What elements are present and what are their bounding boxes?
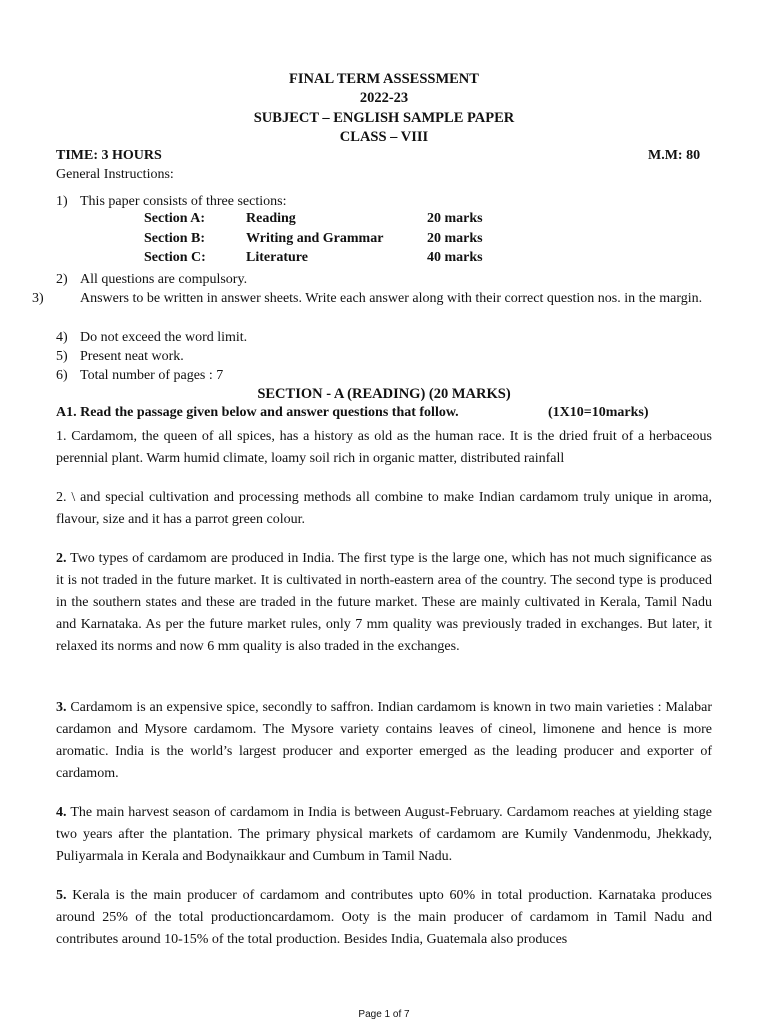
time-label: TIME: 3 HOURS [56, 148, 162, 163]
passage-paragraph [56, 487, 712, 531]
max-marks-label: M.M: 80 [648, 148, 701, 163]
instruction-number: 4) [56, 330, 68, 345]
instruction-item [56, 328, 716, 347]
instructions-heading: General Instructions: [56, 167, 174, 182]
instruction-item [56, 270, 716, 289]
instruction-number: 1) [56, 194, 68, 209]
instruction-number: 5) [56, 349, 68, 364]
exam-subject: SUBJECT – ENGLISH SAMPLE PAPER [253, 110, 515, 126]
section-c-name: Literature [246, 250, 308, 265]
paragraph-number: 5. [56, 888, 67, 903]
section-b-name: Writing and Grammar [246, 231, 384, 246]
paragraph-text: The main harvest season of cardamom in India is between August-February. Cardamom reaches at yielding stage two years after the plantation. The primary physical markets of cardamom are Kumily Vandenmodu, Jhekkady, Puliyarmala in Kerala and Bodynaikkaur and Cumbum in Tamil Nadu. [56, 805, 712, 864]
section-a-label: Section A: [144, 211, 206, 226]
paragraph-number: 3. [56, 700, 67, 715]
section-a-name: Reading [246, 211, 296, 226]
paragraph-number: 2. [56, 551, 67, 566]
section-b-label: Section B: [144, 231, 206, 246]
passage-paragraph [56, 697, 712, 785]
paragraph-number: 1. [56, 429, 67, 444]
instruction-text: All questions are compulsory. [80, 272, 248, 287]
paragraph-text: Cardamom is an expensive spice, secondly to saffron. Indian cardamom is known in two main varieties : Malabar cardamon and Mysore cardamom. The Mysore variety contains leaves of cineol, limonene and hence is more aromatic. India is the world’s largest producer and exporter emerged as the leading producer and exporter of cardamom. [56, 700, 712, 781]
page-footer: Page 1 of 7 [358, 1009, 410, 1020]
section-c-label: Section C: [144, 250, 206, 265]
paragraph-number: 4. [56, 805, 67, 820]
time-marks-row [56, 148, 712, 164]
instruction-text: Total number of pages : 7 [80, 368, 224, 383]
exam-class: CLASS – VIII [339, 129, 429, 145]
passage-paragraph [56, 548, 712, 658]
instruction-text: Answers to be written in answer sheets. Write each answer along with their correct question nos. in the margin. [80, 291, 703, 306]
instruction-item [56, 366, 716, 385]
instruction-item [32, 289, 740, 308]
question-a1 [56, 405, 712, 421]
instruction-number: 2) [56, 272, 68, 287]
exam-title: FINAL TERM ASSESSMENT [289, 71, 479, 87]
passage-paragraph [56, 802, 712, 868]
passage-paragraph [56, 426, 712, 470]
section-a-heading: SECTION - A (READING) (20 MARKS) [257, 386, 511, 402]
question-marks: (1X10=10marks) [548, 405, 649, 420]
instruction-item [56, 347, 716, 366]
instruction-item [56, 192, 716, 211]
paragraph-text: \ and special cultivation and processing methods all combine to make Indian cardamom truly unique in aroma, flavour, size and it has a parrot green colour. [56, 490, 712, 527]
section-b-marks: 20 marks [427, 231, 483, 246]
instruction-number: 3) [32, 291, 44, 306]
paragraph-text: Kerala is the main producer of cardamom and contributes upto 60% in total production. Karnataka produces around 25% of the total productioncardamom. Ooty is the main producer of cardamom in Tamil Nadu and contributes around 10-15% of the total production. Besides India, Guatemala also produces [56, 888, 712, 947]
instruction-text: Present neat work. [80, 349, 184, 364]
section-a-marks: 20 marks [427, 211, 483, 226]
passage-paragraph [56, 885, 712, 951]
instruction-number: 6) [56, 368, 68, 383]
paragraph-text: Two types of cardamom are produced in India. The first type is the large one, which has not much significance as it is not traded in the future market. It is cultivated in north-eastern area of the country. The second type is produced in the southern states and these are traded in the future market. These are mainly cultivated in Kerala, Tamil Nadu and Karnataka. As per the future market rules, only 7 mm quality was previously traded in exchanges. But later, it relaxed its norms and now 6 mm quality is also traded in the exchanges. [56, 551, 712, 654]
section-c-marks: 40 marks [427, 250, 483, 265]
paragraph-number: 2. [56, 490, 67, 505]
instruction-text: Do not exceed the word limit. [80, 330, 248, 345]
paragraph-text: Cardamom, the queen of all spices, has a history as old as the human race. It is the dried fruit of a herbaceous perennial plant. Warm humid climate, loamy soil rich in organic matter, distributed rainfall [56, 429, 712, 466]
instruction-text: This paper consists of three sections: [80, 194, 287, 209]
question-text: A1. Read the passage given below and answer questions that follow. [56, 405, 459, 420]
exam-year: 2022-23 [359, 90, 409, 106]
